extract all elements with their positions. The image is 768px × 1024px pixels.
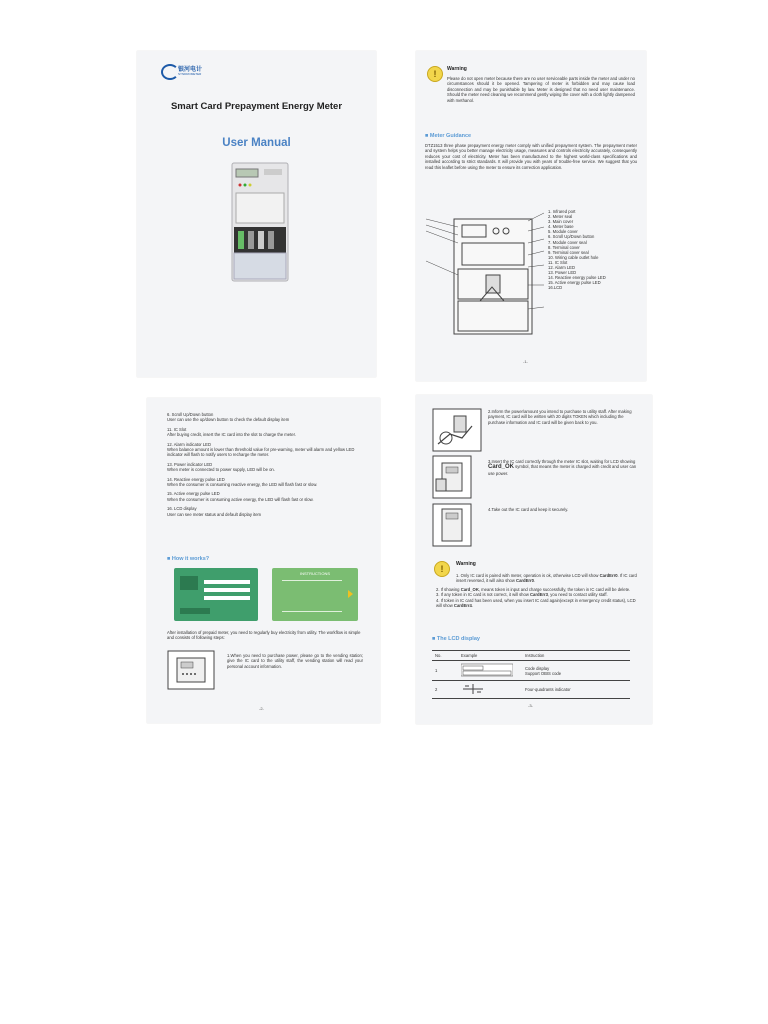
meter-part-item: 12. Alarm LED xyxy=(548,265,575,271)
lcd-segment-display-icon xyxy=(461,663,513,677)
meter-part-item: 5. Module cover xyxy=(548,229,578,235)
brand-logo-icon xyxy=(161,64,179,80)
brand-logo-subtext: SYNDROMETER xyxy=(178,72,202,76)
warning-4-a: 4. If token in IC card has been used, when you insert IC card again(except in emergency credit status), LCD will show xyxy=(436,597,636,609)
manual-page-1 xyxy=(416,51,646,381)
warning-heading: Warning xyxy=(456,561,476,567)
feature-item-text: When the consumer is consuming reactive energy, the LED will flash fast or slow. xyxy=(167,482,318,488)
card-err3-code: CardErr3 xyxy=(530,592,548,598)
feature-item-title: 13. Power indicator LED xyxy=(167,461,213,467)
insert-card-icon xyxy=(432,455,472,499)
how-it-works-title: How it works? xyxy=(171,556,210,562)
meter-part-item: 4. Meter base xyxy=(548,224,574,230)
feature-item-title: 6. Scroll Up/Down button xyxy=(167,412,214,417)
four-quadrants-icon xyxy=(461,683,485,695)
feature-item-text: When meter is connected to power supply, LED will be on. xyxy=(167,467,275,473)
meter-part-item: 14. Reactive energy pulse LED xyxy=(548,275,606,281)
step-1-text: 1.When you need to purchase power, please go to the vending station; give the IC card to the utility staff, the vending station will read your personal account information. xyxy=(227,653,363,669)
manual-cover-page xyxy=(137,51,376,377)
manual-title: Smart Card Prepayment Energy Meter xyxy=(170,101,343,112)
meter-guidance-heading: ■ Meter Guidance xyxy=(425,133,472,139)
manual-page-2 xyxy=(147,398,380,723)
warning-3-b: , you need to contact utility staff. xyxy=(547,592,608,598)
lcd-table-header xyxy=(432,651,630,661)
take-out-card-icon xyxy=(432,503,472,547)
meter-parts-list xyxy=(548,209,643,291)
page-number: -1- xyxy=(523,359,528,364)
warning-1-a: 1. Only IC card is paired with meter, operation is ok, otherwise LCD will show xyxy=(456,573,600,578)
feature-item-title: 11. IC Slot xyxy=(167,426,187,432)
payment-hand-icon xyxy=(432,408,482,452)
step-3-text-b: symbol, that means the meter is charged with credit and user can use power. xyxy=(488,464,637,476)
ic-card-back-image xyxy=(272,568,358,621)
brand-logo-text: 银河电计 xyxy=(178,67,203,73)
warning-3-a: 3. If any token in IC card is not correct, it will show xyxy=(436,592,531,598)
meter-part-item: 13. Power LED xyxy=(548,270,577,276)
how-it-works-heading: ■ How it works? xyxy=(167,556,210,562)
page-number: -3- xyxy=(528,703,533,708)
warning-items xyxy=(436,587,642,609)
meter-part-item: 8. Terminal cover xyxy=(548,244,580,250)
card-err0-code: CardErr0 xyxy=(599,573,618,578)
vending-station-icon xyxy=(167,650,215,690)
warning-bulb-icon: ! xyxy=(427,66,443,82)
feature-item xyxy=(167,477,367,488)
lcd-display-heading: ■ The LCD display xyxy=(432,636,480,642)
manual-subtitle: User Manual xyxy=(222,137,291,149)
step-2-text: 2.Inform the power/amount you intend to purchase to utility staff. After making payment, IC card will be written with 20 digits TOKEN which including the purchase information and IC card will be given back to you. xyxy=(488,409,632,425)
meter-guidance-text: DTZ1513 three phase prepayment energy meter comply with unified prepayment system. The prepayment meter and system helps you better manage electricity usage, measures and controls electricity accurately, consequently reduces your cost of electricity. Meter has been manufactured to the highest world-class specifications and installed according to strict standards. It will provide you with years of trouble-free service. We suggest that you read this leaflet before using the meter to ensure its correction application. xyxy=(425,143,637,170)
feature-item-text: After buying credit, insert the IC card into the slot to charge the meter. xyxy=(167,432,296,438)
card-instructions-heading: INSTRUCTIONS xyxy=(300,571,330,576)
lcd-row-instruction: Four-quadrants indicator xyxy=(522,681,630,699)
page-number: -2- xyxy=(259,706,264,711)
lcd-row-no: 1 xyxy=(432,661,458,681)
feature-list xyxy=(167,412,367,521)
feature-item xyxy=(167,427,367,438)
lcd-row-no: 2 xyxy=(432,681,458,699)
warning-2-b: , means token is input and charge successfully, the token in IC card will be delete. xyxy=(478,587,631,592)
warning-4-b: . xyxy=(471,603,474,609)
warning-bulb-icon: ! xyxy=(434,561,450,577)
warning-item-1 xyxy=(456,573,642,584)
feature-item-title: 16. LCD display xyxy=(167,506,197,512)
feature-item-text: User can use the up/down button to check the default display item xyxy=(167,417,290,423)
lcd-display-title: The LCD display xyxy=(436,636,480,642)
workflow-intro-text: After installation of prepaid meter, you need to regularly buy electricity from utility. The workflow is simple and consists of following steps: xyxy=(167,630,361,641)
step-3-text-a: 3.Insert the IC card correctly through the meter IC slot, waiting for LCD showing xyxy=(488,459,636,464)
meter-part-item: 16.LCD xyxy=(548,285,563,291)
warning-heading: Warning xyxy=(447,66,467,72)
lcd-col-no: No. xyxy=(432,651,458,661)
feature-item xyxy=(167,412,367,423)
ic-card-front-image xyxy=(174,568,258,621)
feature-item xyxy=(167,442,367,458)
feature-item-title: 15. Active energy pulse LED xyxy=(167,491,220,497)
card-ok-code: Card_OK xyxy=(460,587,479,592)
lcd-example-image xyxy=(458,661,522,681)
meter-part-item: 7. Module cover seal xyxy=(548,239,587,245)
warning-1-c: . xyxy=(533,578,536,584)
lcd-example-image xyxy=(458,681,522,699)
meter-part-item: 2. Meter seal xyxy=(548,214,573,220)
feature-item-text: When balance amount is lower than threshold value for pre-warning, meter will alarm and yellow LED indicator will flash to notify users to recharge the meter. xyxy=(167,447,355,458)
meter-part-item: 10. Wiring cable outlet hole xyxy=(548,254,599,260)
card-err0-code: CardErr0 xyxy=(516,578,534,584)
meter-photo xyxy=(230,161,290,283)
lcd-col-example: Example xyxy=(458,651,522,661)
warning-2-a: 2. If showing xyxy=(436,587,461,592)
table-row xyxy=(432,661,630,681)
meter-part-item: 6. Scroll Up/Down button xyxy=(548,234,595,240)
card-ok-symbol: Card_OK xyxy=(488,464,515,471)
feature-item xyxy=(167,462,367,473)
manual-page-3 xyxy=(416,395,652,724)
meter-guidance-title: Meter Guidance xyxy=(429,133,472,139)
meter-diagram xyxy=(424,209,546,339)
meter-part-item: 15. Active energy pulse LED xyxy=(548,280,601,286)
lcd-col-instruction: Instruction xyxy=(522,651,630,661)
meter-part-item: 1. Infrared port xyxy=(548,209,576,214)
warning-1-b: . If IC card insert reversed, it will also show xyxy=(456,573,637,584)
feature-item-title: 12. Alarm indicator LED xyxy=(167,441,211,447)
meter-part-item: 9. Terminal cover seal xyxy=(548,249,589,255)
step-3-text xyxy=(488,459,638,476)
lcd-table xyxy=(432,650,630,699)
feature-item-text: User can see meter status and default display item xyxy=(167,511,262,517)
feature-item xyxy=(167,491,367,502)
meter-part-item: 11. IC Slot xyxy=(548,259,568,265)
feature-item-title: 14. Reactive energy pulse LED xyxy=(167,476,225,482)
warning-text: Please do not open meter because there are no user serviceable parts inside the meter and under no circumstances should it be opened. Tampering of meter is forbidden and may cause load disconnection and may be punishable by law. Meter is designed that no need user maintenance. Should the meter need cleaning we recommend gently wiping the cover with a cloth lightly dampened with methanol. xyxy=(447,76,635,103)
table-row xyxy=(432,681,630,699)
card-err4-code: CardErr4 xyxy=(453,603,472,609)
arrow-icon xyxy=(348,590,353,598)
feature-item-text: When the consumer is consuming active energy, the LED will flash fast or slow. xyxy=(167,496,314,502)
feature-item xyxy=(167,506,367,517)
step-4-text: 4.Take out the IC card and keep it securely. xyxy=(488,507,569,512)
lcd-row-instruction: Code display Support OBIS code xyxy=(522,661,630,681)
warning-item-4 xyxy=(436,598,642,609)
meter-part-item: 3. Main cover xyxy=(548,219,574,225)
